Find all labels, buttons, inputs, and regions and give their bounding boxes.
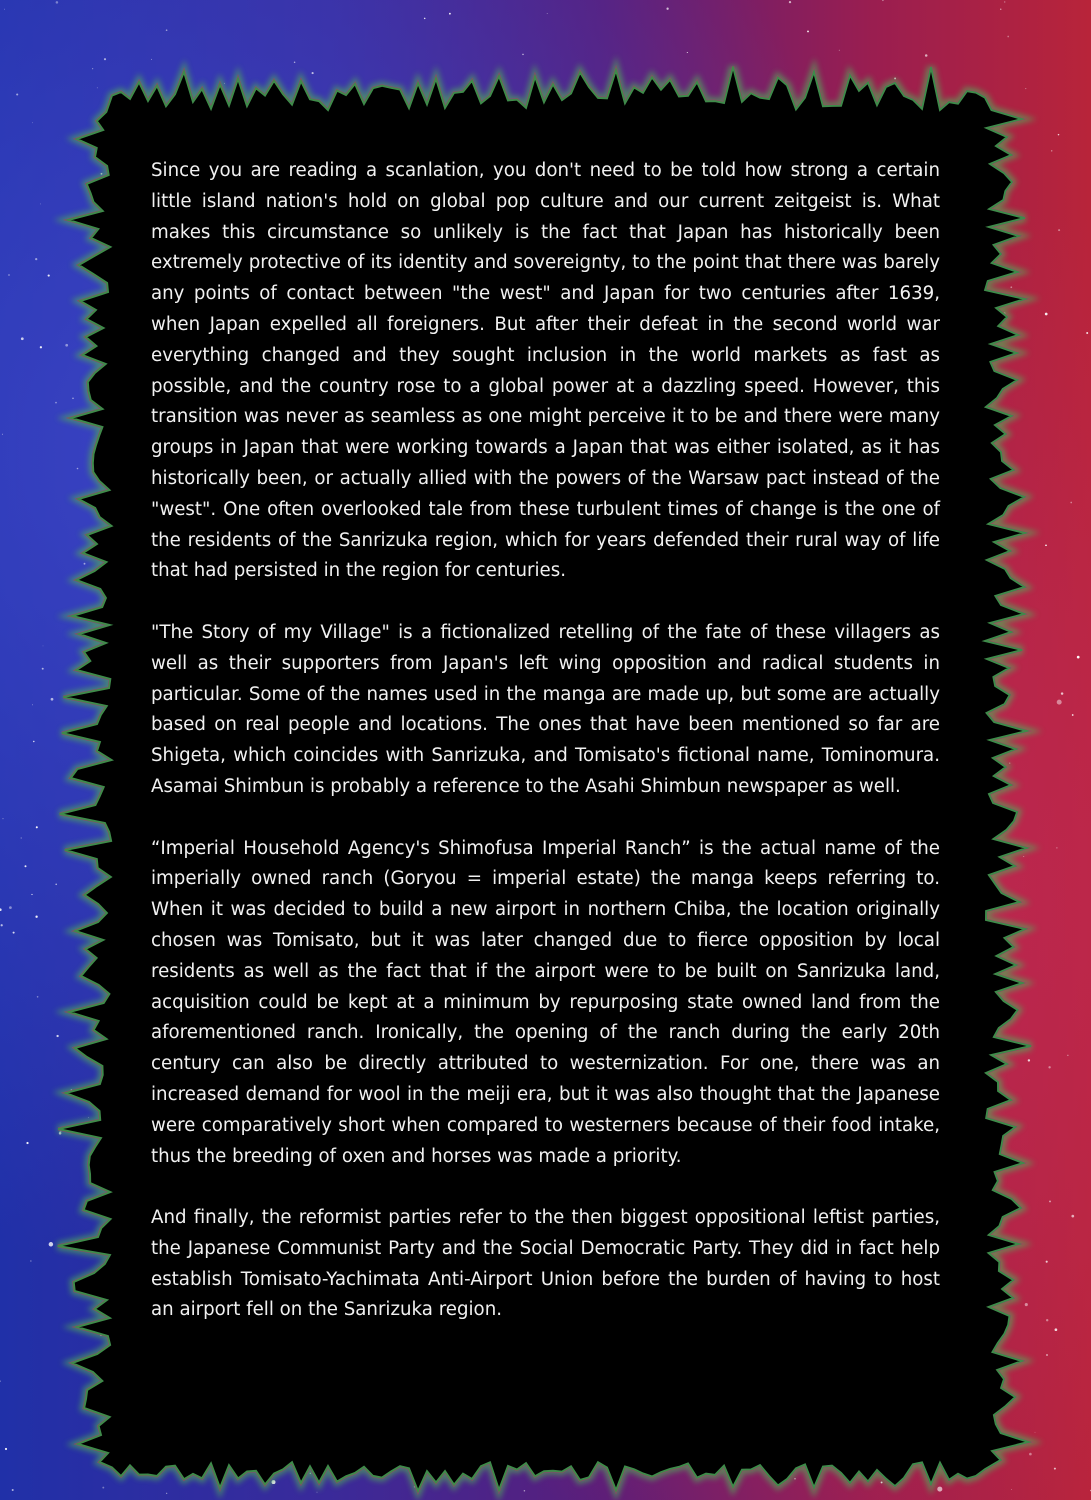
paragraph-3: “Imperial Household Agency's Shimofusa Imperial Ranch” is the actual name of the imperially owned ranch (Goryou = imperial estate) the manga keeps referring to. When it was decided to build a new airport in northern Chiba, the location originally chosen was Tomisato, but it was later changed due to fierce opposition by local residents as well as the fact that if the airport were to be built on Sanrizuka land, acquisition could be kept at a minimum by repurposing state owned land from the aforementioned ranch. Ironically, the opening of the ranch during the early 20th century can also be directly attributed to westernization. For one, there was an increased demand for wool in the meiji era, but it was also thought that the Japanese were comparatively short when compared to westerners because of their food intake, thus the breeding of oxen and horses was made a priority. [151,837,940,1167]
body-text [151,156,940,1326]
paragraph-1: Since you are reading a scanlation, you don't need to be told how strong a certain little island nation's hold on global pop culture and our current zeitgeist is. What makes this circumstance so unlikely is the fact that Japan has historically been extremely protective of its identity and sovereignty, to the point that there was barely any points of contact between "the west" and Japan for two centuries after 1639, when Japan expelled all foreigners. But after their defeat in the second world war everything changed and they sought inclusion in the world markets as fast as possible, and the country rose to a global power at a dazzling speed. However, this transition was never as seamless as one might perceive it to be and there were many groups in Japan that were working towards a Japan that was either isolated, as it has historically been, or actually allied with the powers of the Warsaw pact instead of the "west". One often overlooked tale from these turbulent times of change is the one of the residents of the Sanrizuka region, which for years defended their rural way of life that had persisted in the region for centuries. [151,160,940,582]
paragraph-2: "The Story of my Village" is a fictionalized retelling of the fate of these villagers as well as their supporters from Japan's left wing opposition and radical students in particular. Some of the names used in the manga are made up, but some are actually based on real people and locations. The ones that have been mentioned so far are Shigeta, which coincides with Sanrizuka, and Tomisato's fictional name, Tominomura. Asamai Shimbun is probably a reference to the Asahi Shimbun newspaper as well. [151,621,940,797]
paragraph-4: And finally, the reformist parties refer to the then biggest oppositional leftist parties, the Japanese Communist Party and the Social Democratic Party. They did in fact help establish Tomisato-Yachimata Anti-Airport Union before the burden of having to host an airport fell on the Sanrizuka region. [151,1207,940,1321]
